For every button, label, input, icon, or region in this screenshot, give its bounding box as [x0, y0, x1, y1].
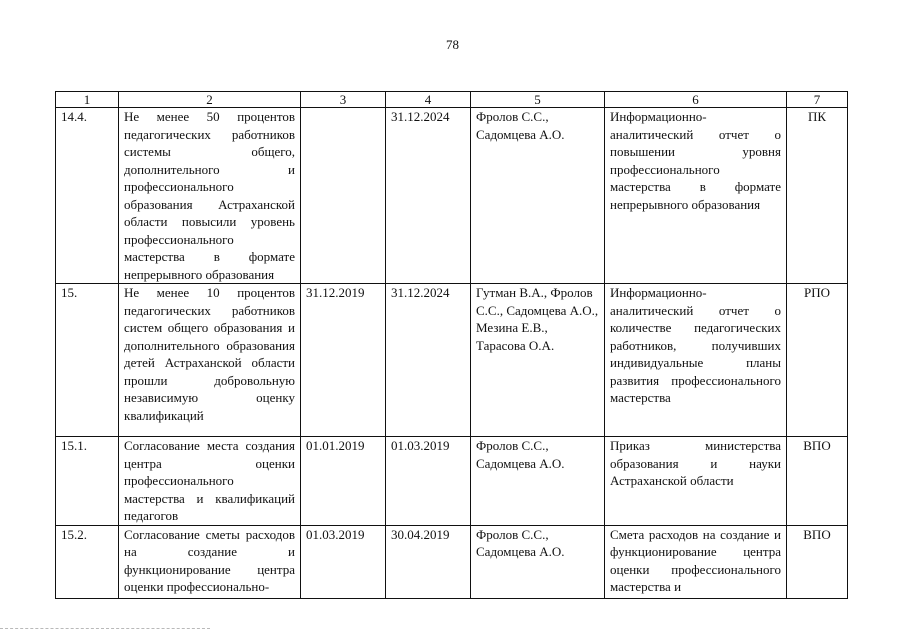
type-cell: ПК: [787, 108, 848, 284]
task-cell: Не менее 10 процентов педагогических работников систем общего образования и дополнительного образования детей Астраханской области прошли добровольную независимую оценку квалификаций: [119, 284, 301, 437]
responsible-cell: Гутман В.А., Фролов С.С., Садомцева А.О., Мезина Е.В., Тарасова О.А.: [471, 284, 605, 437]
column-header: 6: [605, 92, 787, 108]
table-header-row: [56, 92, 848, 108]
plan-table: [55, 91, 848, 599]
row-number: 15.1.: [56, 437, 119, 526]
responsible-cell: Фролов С.С., Садомцева А.О.: [471, 437, 605, 526]
responsible-cell: Фролов С.С., Садомцева А.О.: [471, 525, 605, 598]
start-date-cell: 01.01.2019: [301, 437, 386, 526]
table-row: [56, 437, 848, 526]
end-date-cell: 31.12.2024: [386, 284, 471, 437]
column-header: 5: [471, 92, 605, 108]
column-header: 4: [386, 92, 471, 108]
end-date-cell: 31.12.2024: [386, 108, 471, 284]
column-header: 1: [56, 92, 119, 108]
end-date-cell: 30.04.2019: [386, 525, 471, 598]
result-cell: Информационно-аналитический отчет о количестве педагогических работников, получивших индивидуальные планы развития профессионального мастерства: [605, 284, 787, 437]
type-cell: ВПО: [787, 437, 848, 526]
start-date-cell: 31.12.2019: [301, 284, 386, 437]
column-header: 3: [301, 92, 386, 108]
column-header: 2: [119, 92, 301, 108]
start-date-cell: [301, 108, 386, 284]
task-cell: Согласование сметы расходов на создание и функционирование центра оценки профессионально-: [119, 525, 301, 598]
task-cell: Не менее 50 процентов педагогических работников системы общего, дополнительного и профессионального образования Астраханской области повысили уровень профессионального мастерства в формате непрерывного образования: [119, 108, 301, 284]
column-header: 7: [787, 92, 848, 108]
result-cell: Смета расходов на создание и функционирование центра оценки профессионального мастерства и: [605, 525, 787, 598]
responsible-cell: Фролов С.С., Садомцева А.О.: [471, 108, 605, 284]
result-cell: Приказ министерства образования и науки Астраханской области: [605, 437, 787, 526]
scan-artifact-line: [0, 628, 210, 629]
page-number: 78: [446, 37, 459, 52]
table-row: [56, 284, 848, 437]
row-number: 15.2.: [56, 525, 119, 598]
row-number: 15.: [56, 284, 119, 437]
row-number: 14.4.: [56, 108, 119, 284]
start-date-cell: 01.03.2019: [301, 525, 386, 598]
type-cell: РПО: [787, 284, 848, 437]
table-row: [56, 108, 848, 284]
end-date-cell: 01.03.2019: [386, 437, 471, 526]
task-cell: Согласование места создания центра оценки профессионального мастерства и квалификаций педагогов: [119, 437, 301, 526]
table-row: [56, 525, 848, 598]
result-cell: Информационно-аналитический отчет о повышении уровня профессионального мастерства в формате непрерывного образования: [605, 108, 787, 284]
type-cell: ВПО: [787, 525, 848, 598]
